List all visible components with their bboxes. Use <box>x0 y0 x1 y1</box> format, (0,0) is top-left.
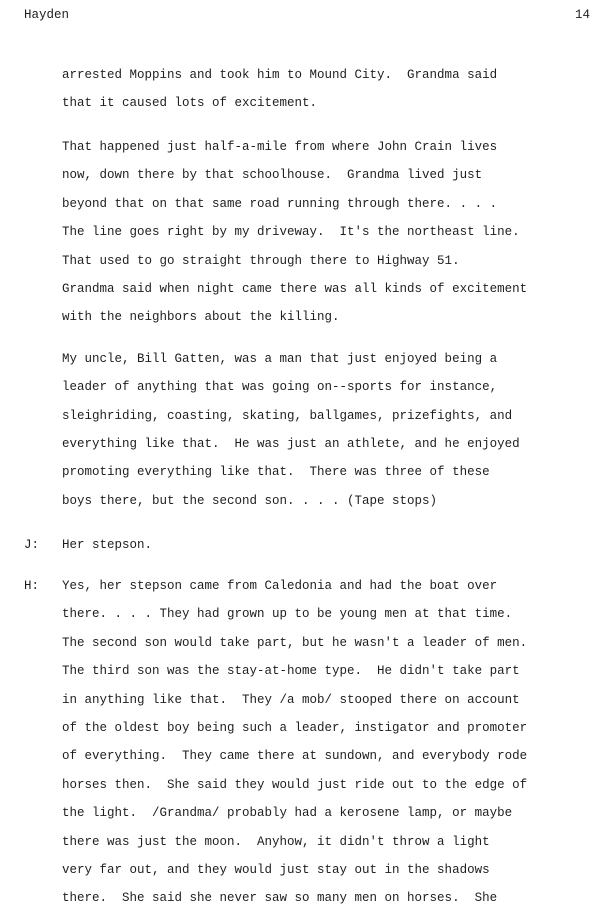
text-line: arrested Moppins and took him to Mound City. Grandma said <box>62 68 498 82</box>
text-line: The second son would take part, but he wasn't a leader of men. <box>62 636 528 650</box>
text-line: of the oldest boy being such a leader, instigator and promoter <box>62 721 528 735</box>
text-line: everything like that. He was just an athlete, and he enjoyed <box>62 437 520 451</box>
text-line: My uncle, Bill Gatten, was a man that just enjoyed being a <box>62 352 498 366</box>
text-line: that it caused lots of excitement. <box>62 96 318 110</box>
text-line: there. . . . They had grown up to be young men at that time. <box>62 607 513 621</box>
text-line: of everything. They came there at sundown, and everybody rode <box>62 749 528 763</box>
text-line: very far out, and they would just stay out in the shadows <box>62 863 490 877</box>
text-line: Her stepson. <box>62 538 153 552</box>
speaker-label-h: H: <box>24 579 40 593</box>
page-number: 14 <box>574 8 590 22</box>
text-line: That happened just half-a-mile from where John Crain lives <box>62 140 498 154</box>
text-line: now, down there by that schoolhouse. Grandma lived just <box>62 168 483 182</box>
text-line: The line goes right by my driveway. It's the northeast line. <box>62 225 520 239</box>
text-line: Grandma said when night came there was all kinds of excitement <box>62 282 528 296</box>
text-line: with the neighbors about the killing. <box>62 310 340 324</box>
text-line: there. She said she never saw so many men on horses. She <box>62 891 498 905</box>
text-line: in anything like that. They /a mob/ stooped there on account <box>62 693 520 707</box>
text-line: The third son was the stay-at-home type. He didn't take part <box>62 664 520 678</box>
text-line: boys there, but the second son. . . . (Tape stops) <box>62 494 438 508</box>
text-line: Yes, her stepson came from Caledonia and had the boat over <box>62 579 498 593</box>
text-line: leader of anything that was going on--sports for instance, <box>62 380 498 394</box>
header-name: Hayden <box>24 8 70 22</box>
text-line: That used to go straight through there to Highway 51. <box>62 254 460 268</box>
text-line: horses then. She said they would just ride out to the edge of <box>62 778 528 792</box>
text-line: the light. /Grandma/ probably had a kerosene lamp, or maybe <box>62 806 513 820</box>
text-line: promoting everything like that. There was three of these <box>62 465 490 479</box>
text-line: there was just the moon. Anyhow, it didn't throw a light <box>62 835 490 849</box>
text-line: sleighriding, coasting, skating, ballgames, prizefights, and <box>62 409 513 423</box>
text-line: beyond that on that same road running through there. . . . <box>62 197 498 211</box>
speaker-label-j: J: <box>24 538 40 552</box>
